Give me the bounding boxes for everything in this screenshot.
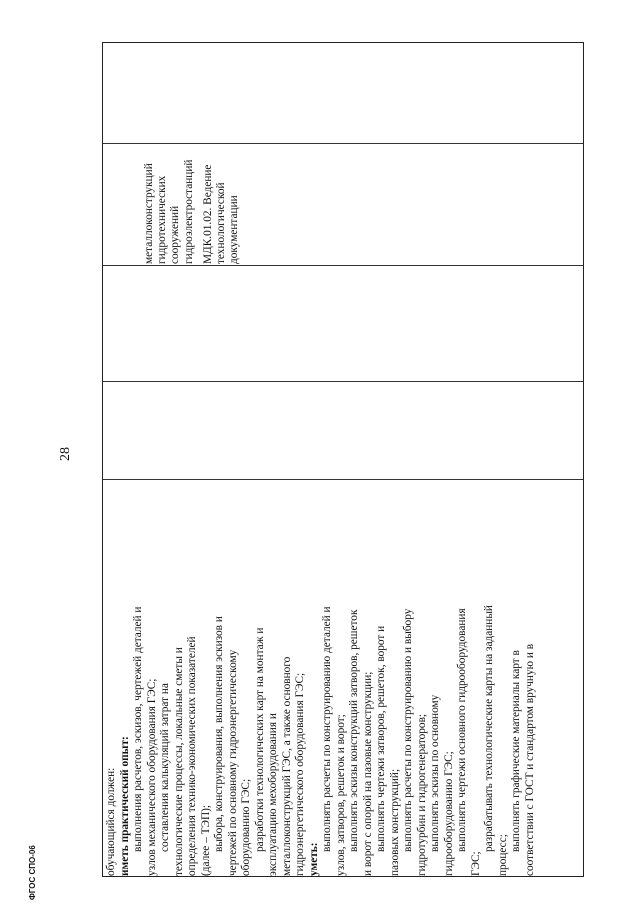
competency-line: технологические процессы, локальные сметы и [172, 647, 185, 876]
competency-line: (далее – ТЭП); [199, 804, 212, 876]
competency-line: обучающийся должен: [105, 767, 117, 876]
course-line: металлоконструкций [143, 163, 155, 264]
competency-line: определения технико-экономических показателей [186, 636, 198, 876]
footer-label: ФГОС СПО-06 [28, 845, 37, 900]
course-line: гидротехнических [156, 175, 169, 264]
competency-line: выполнять расчеты по конструированию деталей и [321, 606, 333, 852]
course-cell [103, 144, 583, 265]
competency-line: процесс; [496, 834, 509, 876]
competency-line: выполнять эскизы по основному [429, 694, 441, 852]
competency-line: выполнять чертежи затворов, решеток, ворот и [375, 625, 387, 852]
competency-line: выполнять эскизы конструкций затворов, решеток [348, 609, 360, 852]
competency-line: разработки технологических карт на монтаж и [253, 627, 266, 852]
course-line: документации [228, 195, 241, 264]
competency-line: оборудованию ГЭС; [240, 778, 252, 876]
standards-table [102, 42, 584, 877]
competency-line: разрабатывать технологические карты на заданный [483, 605, 495, 852]
course-line: сооружений [169, 205, 182, 264]
competency-line: узлов, затворов, решеток и ворот; [334, 714, 347, 876]
course-text [143, 146, 583, 264]
competency-line: уметь: [307, 842, 320, 876]
competency-line: и ворот с опорой на пазовые конструкции; [361, 671, 374, 876]
table-divider [103, 381, 583, 382]
competency-cell [103, 480, 583, 877]
competency-line: гидрооборудованию ГЭС; [442, 751, 455, 876]
competency-line: чертежей по основному гидроэнергетическому [226, 649, 239, 876]
competency-line: выбора, конструирования, выполнения эскизов и [213, 616, 225, 852]
competency-line: эксплуатацию мехоборудования и [267, 713, 279, 876]
course-line: технологической [215, 182, 228, 264]
competency-line: гидротурбин и гидрогенераторов; [415, 713, 428, 876]
page-number: 28 [58, 447, 73, 461]
competency-line: пазовых конструкций; [388, 768, 401, 876]
course-line: гидроэлектростанций [182, 159, 195, 264]
course-line: МДК.01.02. Ведение [201, 164, 214, 264]
competency-line: выполнения расчетов, эскизов, чертежей деталей и [132, 606, 144, 852]
table-divider [103, 265, 583, 266]
competency-line: гидроэнергетического оборудования ГЭС; [294, 672, 306, 876]
competency-line: металлоконструкций ГЭС, а также основного [280, 656, 293, 876]
competency-line: соответствии с ГОСТ и стандартом вручную и в [523, 643, 536, 876]
competency-line: ГЭС; [469, 851, 482, 876]
competency-line: выполнять расчеты по конструированию и выбору [402, 608, 414, 852]
competency-line: выполнять чертежи основного гидрооборудования [456, 608, 468, 852]
competency-line: иметь практический опыт: [118, 736, 131, 876]
competency-line: узлов механического оборудования ГЭС; [145, 678, 158, 876]
competency-text [105, 482, 583, 876]
competency-line: выполнять графические материалы карт в [510, 650, 522, 852]
competency-line: составления калькуляций затрат на [159, 683, 171, 852]
